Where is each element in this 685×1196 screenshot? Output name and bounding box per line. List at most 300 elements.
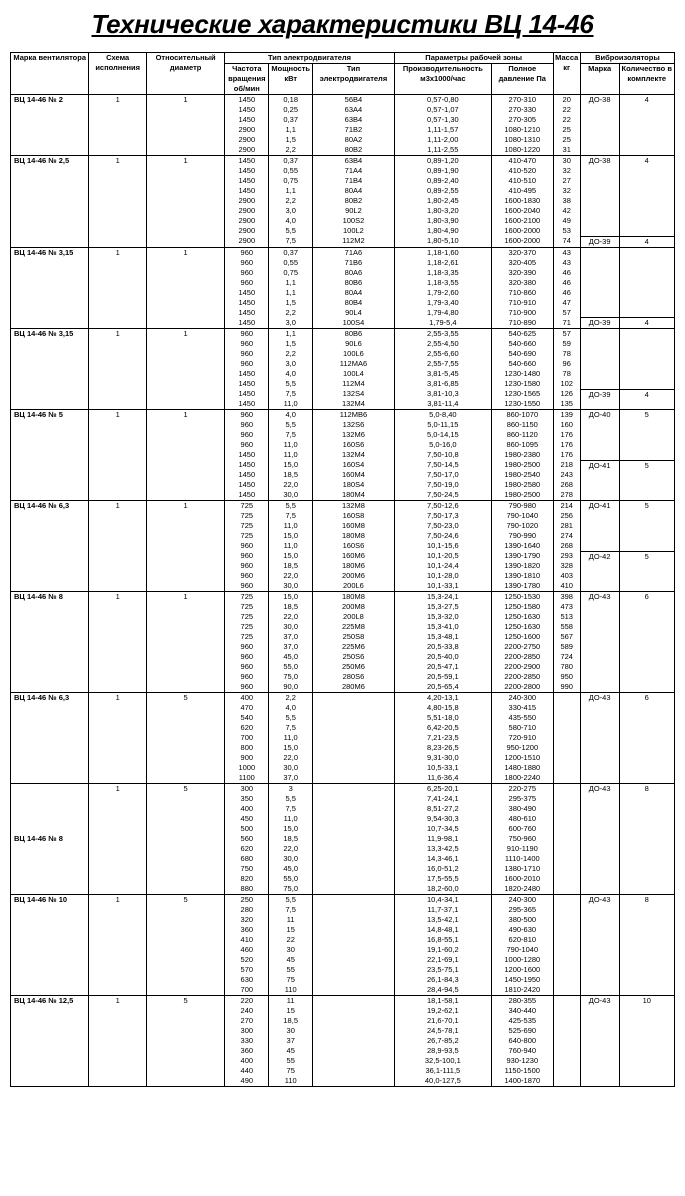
vib-mark-cell: ДО-43 — [580, 996, 619, 1087]
mass-cell: 57 — [553, 308, 580, 318]
pressure-cell: 240-300 — [491, 895, 553, 906]
pressure-cell: 1390-1780 — [491, 581, 553, 592]
rel-diam-cell: 1 — [146, 95, 224, 156]
mass-cell — [553, 1006, 580, 1016]
power-cell: 15 — [269, 1006, 313, 1016]
power-cell: 7,5 — [269, 430, 313, 440]
capacity-cell: 3,81-11,4 — [394, 399, 491, 410]
power-cell: 15,0 — [269, 824, 313, 834]
motor-type-cell: 200L8 — [313, 612, 395, 622]
motor-type-cell — [313, 1016, 395, 1026]
pressure-cell: 620-810 — [491, 935, 553, 945]
speed-cell: 1450 — [225, 166, 269, 176]
capacity-cell: 10,1-20,5 — [394, 551, 491, 561]
speed-cell: 725 — [225, 592, 269, 603]
pressure-cell: 240-300 — [491, 693, 553, 704]
mass-cell — [553, 884, 580, 895]
motor-type-cell — [313, 884, 395, 895]
table-row — [11, 996, 675, 1007]
speed-cell: 700 — [225, 733, 269, 743]
capacity-cell: 15,3-27,5 — [394, 602, 491, 612]
mass-cell: 218 — [553, 460, 580, 470]
motor-type-cell — [313, 1046, 395, 1056]
capacity-cell: 5,0-16,0 — [394, 440, 491, 450]
motor-type-cell: 225М6 — [313, 642, 395, 652]
power-cell: 7,5 — [269, 723, 313, 733]
vib-mark-cell: ДО-39 — [580, 236, 619, 247]
capacity-cell: 7,50-14,5 — [394, 460, 491, 470]
capacity-cell: 10,1-28,0 — [394, 571, 491, 581]
pressure-cell: 2200-2750 — [491, 642, 553, 652]
power-cell: 30,0 — [269, 763, 313, 773]
capacity-cell: 10,5-33,1 — [394, 763, 491, 773]
mass-cell: 74 — [553, 236, 580, 247]
speed-cell: 1450 — [225, 176, 269, 186]
pressure-cell: 1230-1480 — [491, 369, 553, 379]
mass-cell: 126 — [553, 389, 580, 399]
scheme-cell: 1 — [89, 156, 147, 248]
capacity-cell: 0,57-1,30 — [394, 115, 491, 125]
power-cell: 1,5 — [269, 135, 313, 145]
speed-cell: 1450 — [225, 95, 269, 106]
vib-mark-cell: ДО-43 — [580, 784, 619, 895]
capacity-cell: 10,1-15,6 — [394, 541, 491, 551]
vib-mark-cell: ДО-42 — [580, 551, 619, 592]
power-cell: 18,5 — [269, 1016, 313, 1026]
pressure-cell: 1250-1630 — [491, 612, 553, 622]
speed-cell: 400 — [225, 1056, 269, 1066]
power-cell: 5,5 — [269, 501, 313, 512]
mass-cell — [553, 935, 580, 945]
pressure-cell: 410-510 — [491, 176, 553, 186]
capacity-cell: 6,42-20,5 — [394, 723, 491, 733]
motor-type-cell — [313, 935, 395, 945]
capacity-cell: 26,1-84,3 — [394, 975, 491, 985]
vib-mark-cell: ДО-43 — [580, 895, 619, 996]
speed-cell: 400 — [225, 804, 269, 814]
motor-type-cell: 160М4 — [313, 470, 395, 480]
speed-cell: 960 — [225, 359, 269, 369]
motor-type-cell: 80В2 — [313, 196, 395, 206]
mass-cell — [553, 804, 580, 814]
pressure-cell: 295-375 — [491, 794, 553, 804]
mass-cell — [553, 955, 580, 965]
motor-type-cell: 200М8 — [313, 602, 395, 612]
power-cell: 1,1 — [269, 278, 313, 288]
speed-cell: 280 — [225, 905, 269, 915]
mass-cell: 78 — [553, 369, 580, 379]
speed-cell: 300 — [225, 1026, 269, 1036]
power-cell: 5,5 — [269, 794, 313, 804]
speed-cell: 360 — [225, 1046, 269, 1056]
speed-cell: 960 — [225, 642, 269, 652]
speed-cell: 725 — [225, 602, 269, 612]
header-vib-mark: Марка — [580, 64, 619, 95]
pressure-cell: 1480-1880 — [491, 763, 553, 773]
mass-cell: 328 — [553, 561, 580, 571]
power-cell: 3,0 — [269, 206, 313, 216]
pressure-cell: 860-1070 — [491, 410, 553, 421]
power-cell: 1,1 — [269, 329, 313, 340]
speed-cell: 570 — [225, 965, 269, 975]
capacity-cell: 15,3-48,1 — [394, 632, 491, 642]
motor-type-cell — [313, 874, 395, 884]
capacity-cell: 1,18-3,55 — [394, 278, 491, 288]
power-cell: 2,2 — [269, 145, 313, 156]
power-cell: 30,0 — [269, 854, 313, 864]
mass-cell: 473 — [553, 602, 580, 612]
mass-cell — [553, 864, 580, 874]
speed-cell: 2900 — [225, 135, 269, 145]
speed-cell: 1450 — [225, 369, 269, 379]
power-cell: 75 — [269, 975, 313, 985]
spec-table — [10, 52, 675, 1087]
pressure-cell: 1390-1640 — [491, 541, 553, 551]
motor-type-cell: 100L2 — [313, 226, 395, 236]
mass-cell — [553, 1066, 580, 1076]
motor-type-cell: 63В4 — [313, 156, 395, 167]
mass-cell — [553, 925, 580, 935]
speed-cell: 725 — [225, 632, 269, 642]
speed-cell: 960 — [225, 410, 269, 421]
model-cell: ВЦ 14-46 № 6,3 — [11, 693, 89, 784]
pressure-cell: 600-760 — [491, 824, 553, 834]
table-row — [11, 410, 675, 421]
pressure-cell: 710-860 — [491, 288, 553, 298]
capacity-cell: 21,6-70,1 — [394, 1016, 491, 1026]
pressure-cell: 410-495 — [491, 186, 553, 196]
capacity-cell: 26,7-85,2 — [394, 1036, 491, 1046]
capacity-cell: 10,1-33,1 — [394, 581, 491, 592]
pressure-cell: 710-890 — [491, 318, 553, 329]
speed-cell: 300 — [225, 784, 269, 795]
motor-type-cell: 200М6 — [313, 571, 395, 581]
table-row — [11, 784, 675, 795]
mass-cell: 135 — [553, 399, 580, 410]
power-cell: 4,0 — [269, 410, 313, 421]
mass-cell: 25 — [553, 135, 580, 145]
motor-type-cell — [313, 804, 395, 814]
motor-type-cell: 112М4 — [313, 379, 395, 389]
capacity-cell: 1,18-2,61 — [394, 258, 491, 268]
mass-cell — [553, 834, 580, 844]
motor-type-cell — [313, 965, 395, 975]
mass-cell: 780 — [553, 662, 580, 672]
speed-cell: 450 — [225, 814, 269, 824]
rel-diam-cell: 1 — [146, 592, 224, 693]
capacity-cell: 17,5-55,5 — [394, 874, 491, 884]
capacity-cell: 0,57-1,07 — [394, 105, 491, 115]
motor-type-cell — [313, 733, 395, 743]
vib-count-cell: 6 — [619, 592, 675, 693]
vib-count-cell: 5 — [619, 551, 675, 592]
power-cell: 0,18 — [269, 95, 313, 106]
capacity-cell: 5,51-18,0 — [394, 713, 491, 723]
speed-cell: 960 — [225, 349, 269, 359]
vib-count-cell: 8 — [619, 895, 675, 996]
power-cell: 11,0 — [269, 440, 313, 450]
power-cell: 11,0 — [269, 733, 313, 743]
capacity-cell: 0,89-2,55 — [394, 186, 491, 196]
mass-cell: 43 — [553, 258, 580, 268]
power-cell: 15,0 — [269, 592, 313, 603]
header-motor-group: Тип электродвигателя — [225, 53, 394, 64]
motor-type-cell — [313, 834, 395, 844]
capacity-cell: 0,89-2,40 — [394, 176, 491, 186]
motor-type-cell: 71В6 — [313, 258, 395, 268]
speed-cell: 1450 — [225, 105, 269, 115]
motor-type-cell — [313, 905, 395, 915]
motor-type-cell — [313, 824, 395, 834]
mass-cell: 281 — [553, 521, 580, 531]
speed-cell: 360 — [225, 925, 269, 935]
power-cell: 22,0 — [269, 571, 313, 581]
capacity-cell: 18,2-60,0 — [394, 884, 491, 895]
table-row — [11, 247, 675, 258]
page-title: Технические характеристики ВЦ 14-46 — [91, 9, 594, 39]
pressure-cell: 720-910 — [491, 733, 553, 743]
pressure-cell: 640-800 — [491, 1036, 553, 1046]
motor-type-cell: 180М8 — [313, 592, 395, 603]
motor-type-cell — [313, 784, 395, 795]
motor-type-cell — [313, 1056, 395, 1066]
speed-cell: 2900 — [225, 125, 269, 135]
mass-cell — [553, 915, 580, 925]
capacity-cell: 40,0-127,5 — [394, 1076, 491, 1087]
speed-cell: 490 — [225, 1076, 269, 1087]
power-cell: 0,55 — [269, 258, 313, 268]
speed-cell: 350 — [225, 794, 269, 804]
vib-mark-cell: ДО-43 — [580, 592, 619, 693]
vib-mark-cell: ДО-41 — [580, 501, 619, 552]
header-capacity: Производительность м3х1000/час — [394, 64, 491, 95]
motor-type-cell: 132М4 — [313, 399, 395, 410]
model-cell: ВЦ 14-46 № 3,15 — [11, 329, 89, 410]
speed-cell: 1450 — [225, 156, 269, 167]
motor-type-cell: 280S6 — [313, 672, 395, 682]
pressure-cell: 1200-1600 — [491, 965, 553, 975]
capacity-cell: 8,23-26,5 — [394, 743, 491, 753]
mass-cell: 46 — [553, 288, 580, 298]
capacity-cell: 20,5-65,4 — [394, 682, 491, 693]
capacity-cell: 1,11-2,00 — [394, 135, 491, 145]
motor-type-cell — [313, 975, 395, 985]
motor-type-cell — [313, 703, 395, 713]
power-cell: 0,75 — [269, 268, 313, 278]
capacity-cell: 7,50-19,0 — [394, 480, 491, 490]
mass-cell — [553, 1076, 580, 1087]
capacity-cell: 5,0-11,15 — [394, 420, 491, 430]
pressure-cell: 435-550 — [491, 713, 553, 723]
power-cell: 110 — [269, 1076, 313, 1087]
mass-cell: 558 — [553, 622, 580, 632]
power-cell: 18,5 — [269, 561, 313, 571]
speed-cell: 1450 — [225, 470, 269, 480]
power-cell: 1,1 — [269, 186, 313, 196]
motor-type-cell: 180S4 — [313, 480, 395, 490]
power-cell: 5,5 — [269, 713, 313, 723]
capacity-cell: 11,6-36,4 — [394, 773, 491, 784]
power-cell: 15,0 — [269, 551, 313, 561]
mass-cell — [553, 713, 580, 723]
mass-cell — [553, 693, 580, 704]
speed-cell: 880 — [225, 884, 269, 895]
motor-type-cell — [313, 844, 395, 854]
mass-cell — [553, 854, 580, 864]
vib-count-cell: 4 — [619, 318, 675, 329]
pressure-cell: 930-1230 — [491, 1056, 553, 1066]
mass-cell: 25 — [553, 125, 580, 135]
motor-type-cell: 180М4 — [313, 490, 395, 501]
rel-diam-cell: 1 — [146, 501, 224, 592]
motor-type-cell: 160М6 — [313, 551, 395, 561]
mass-cell: 46 — [553, 268, 580, 278]
speed-cell: 500 — [225, 824, 269, 834]
vib-mark-cell: ДО-38 — [580, 95, 619, 156]
capacity-cell: 14,8-48,1 — [394, 925, 491, 935]
speed-cell: 1450 — [225, 490, 269, 501]
mass-cell: 589 — [553, 642, 580, 652]
pressure-cell: 1200-1510 — [491, 753, 553, 763]
power-cell: 45,0 — [269, 864, 313, 874]
capacity-cell: 7,21-23,5 — [394, 733, 491, 743]
vib-count-cell: 8 — [619, 784, 675, 895]
mass-cell: 256 — [553, 511, 580, 521]
capacity-cell: 2,55-6,60 — [394, 349, 491, 359]
speed-cell: 320 — [225, 915, 269, 925]
capacity-cell: 1,80-5,10 — [394, 236, 491, 247]
rel-diam-cell: 1 — [146, 156, 224, 248]
mass-cell — [553, 975, 580, 985]
scheme-cell: 1 — [89, 592, 147, 693]
mass-cell: 990 — [553, 682, 580, 693]
vib-count-cell: 5 — [619, 460, 675, 501]
mass-cell: 46 — [553, 278, 580, 288]
power-cell: 0,37 — [269, 115, 313, 125]
speed-cell: 470 — [225, 703, 269, 713]
capacity-cell: 4,20-13,1 — [394, 693, 491, 704]
power-cell: 30,0 — [269, 581, 313, 592]
capacity-cell: 23,5-75,1 — [394, 965, 491, 975]
mass-cell: 176 — [553, 450, 580, 460]
mass-cell — [553, 723, 580, 733]
speed-cell: 1450 — [225, 450, 269, 460]
capacity-cell: 7,50-10,8 — [394, 450, 491, 460]
power-cell: 22,0 — [269, 753, 313, 763]
motor-type-cell: 160S4 — [313, 460, 395, 470]
motor-type-cell: 71А4 — [313, 166, 395, 176]
mass-cell — [553, 824, 580, 834]
speed-cell: 960 — [225, 278, 269, 288]
mass-cell: 139 — [553, 410, 580, 421]
pressure-cell: 270-310 — [491, 95, 553, 106]
vib-mark-cell: ДО-39 — [580, 389, 619, 410]
capacity-cell: 11,9-98,1 — [394, 834, 491, 844]
capacity-cell: 7,50-23,0 — [394, 521, 491, 531]
model-cell: ВЦ 14-46 № 2 — [11, 95, 89, 156]
mass-cell — [553, 945, 580, 955]
capacity-cell: 0,57-0,80 — [394, 95, 491, 106]
power-cell: 37,0 — [269, 773, 313, 784]
pressure-cell: 525-690 — [491, 1026, 553, 1036]
rel-diam-cell: 5 — [146, 996, 224, 1087]
power-cell: 2,2 — [269, 308, 313, 318]
power-cell: 0,25 — [269, 105, 313, 115]
motor-type-cell: 132S4 — [313, 389, 395, 399]
speed-cell: 1450 — [225, 460, 269, 470]
pressure-cell: 1450-1950 — [491, 975, 553, 985]
mass-cell — [553, 1036, 580, 1046]
pressure-cell: 1380-1710 — [491, 864, 553, 874]
vib-mark-cell: ДО-38 — [580, 156, 619, 237]
speed-cell: 330 — [225, 1036, 269, 1046]
power-cell: 22,0 — [269, 612, 313, 622]
speed-cell: 240 — [225, 1006, 269, 1016]
pressure-cell: 1080-1220 — [491, 145, 553, 156]
model-cell: ВЦ 14-46 № 3,15 — [11, 247, 89, 329]
mass-cell: 513 — [553, 612, 580, 622]
capacity-cell: 32,5-100,1 — [394, 1056, 491, 1066]
motor-type-cell — [313, 743, 395, 753]
power-cell: 30,0 — [269, 622, 313, 632]
pressure-cell: 1400-1870 — [491, 1076, 553, 1087]
mass-cell: 47 — [553, 298, 580, 308]
pressure-cell: 2200-2900 — [491, 662, 553, 672]
mass-cell: 71 — [553, 318, 580, 329]
speed-cell: 2900 — [225, 196, 269, 206]
motor-type-cell — [313, 1026, 395, 1036]
capacity-cell: 5,0-14,15 — [394, 430, 491, 440]
pressure-cell: 1080-1210 — [491, 125, 553, 135]
vib-mark-cell: ДО-43 — [580, 693, 619, 784]
power-cell: 3,0 — [269, 359, 313, 369]
speed-cell: 630 — [225, 975, 269, 985]
motor-type-cell: 80А4 — [313, 186, 395, 196]
motor-type-cell: 100L4 — [313, 369, 395, 379]
power-cell: 37,0 — [269, 632, 313, 642]
scheme-cell: 1 — [89, 996, 147, 1087]
motor-type-cell: 80В2 — [313, 145, 395, 156]
mass-cell: 410 — [553, 581, 580, 592]
pressure-cell: 2200-2850 — [491, 672, 553, 682]
motor-type-cell: 71А6 — [313, 247, 395, 258]
mass-cell — [553, 794, 580, 804]
header-speed: Частота вращения об/мин — [225, 64, 269, 95]
speed-cell: 250 — [225, 895, 269, 906]
scheme-cell: 1 — [89, 410, 147, 501]
power-cell: 0,55 — [269, 166, 313, 176]
mass-cell: 403 — [553, 571, 580, 581]
pressure-cell: 320-370 — [491, 247, 553, 258]
speed-cell: 800 — [225, 743, 269, 753]
motor-type-cell: 63В4 — [313, 115, 395, 125]
capacity-cell: 10,1-24,4 — [394, 561, 491, 571]
mass-cell: 43 — [553, 247, 580, 258]
speed-cell: 1450 — [225, 480, 269, 490]
pressure-cell: 1230-1565 — [491, 389, 553, 399]
capacity-cell: 10,7-34,5 — [394, 824, 491, 834]
rel-diam-cell: 5 — [146, 693, 224, 784]
pressure-cell: 1390-1790 — [491, 551, 553, 561]
vib-mark-cell: ДО-40 — [580, 410, 619, 461]
mass-cell: 53 — [553, 226, 580, 236]
speed-cell: 725 — [225, 612, 269, 622]
power-cell: 55 — [269, 1056, 313, 1066]
motor-type-cell: 280М6 — [313, 682, 395, 693]
capacity-cell: 3,81-5,45 — [394, 369, 491, 379]
mass-cell — [553, 1016, 580, 1026]
header-mass: Масса кг — [553, 53, 580, 95]
